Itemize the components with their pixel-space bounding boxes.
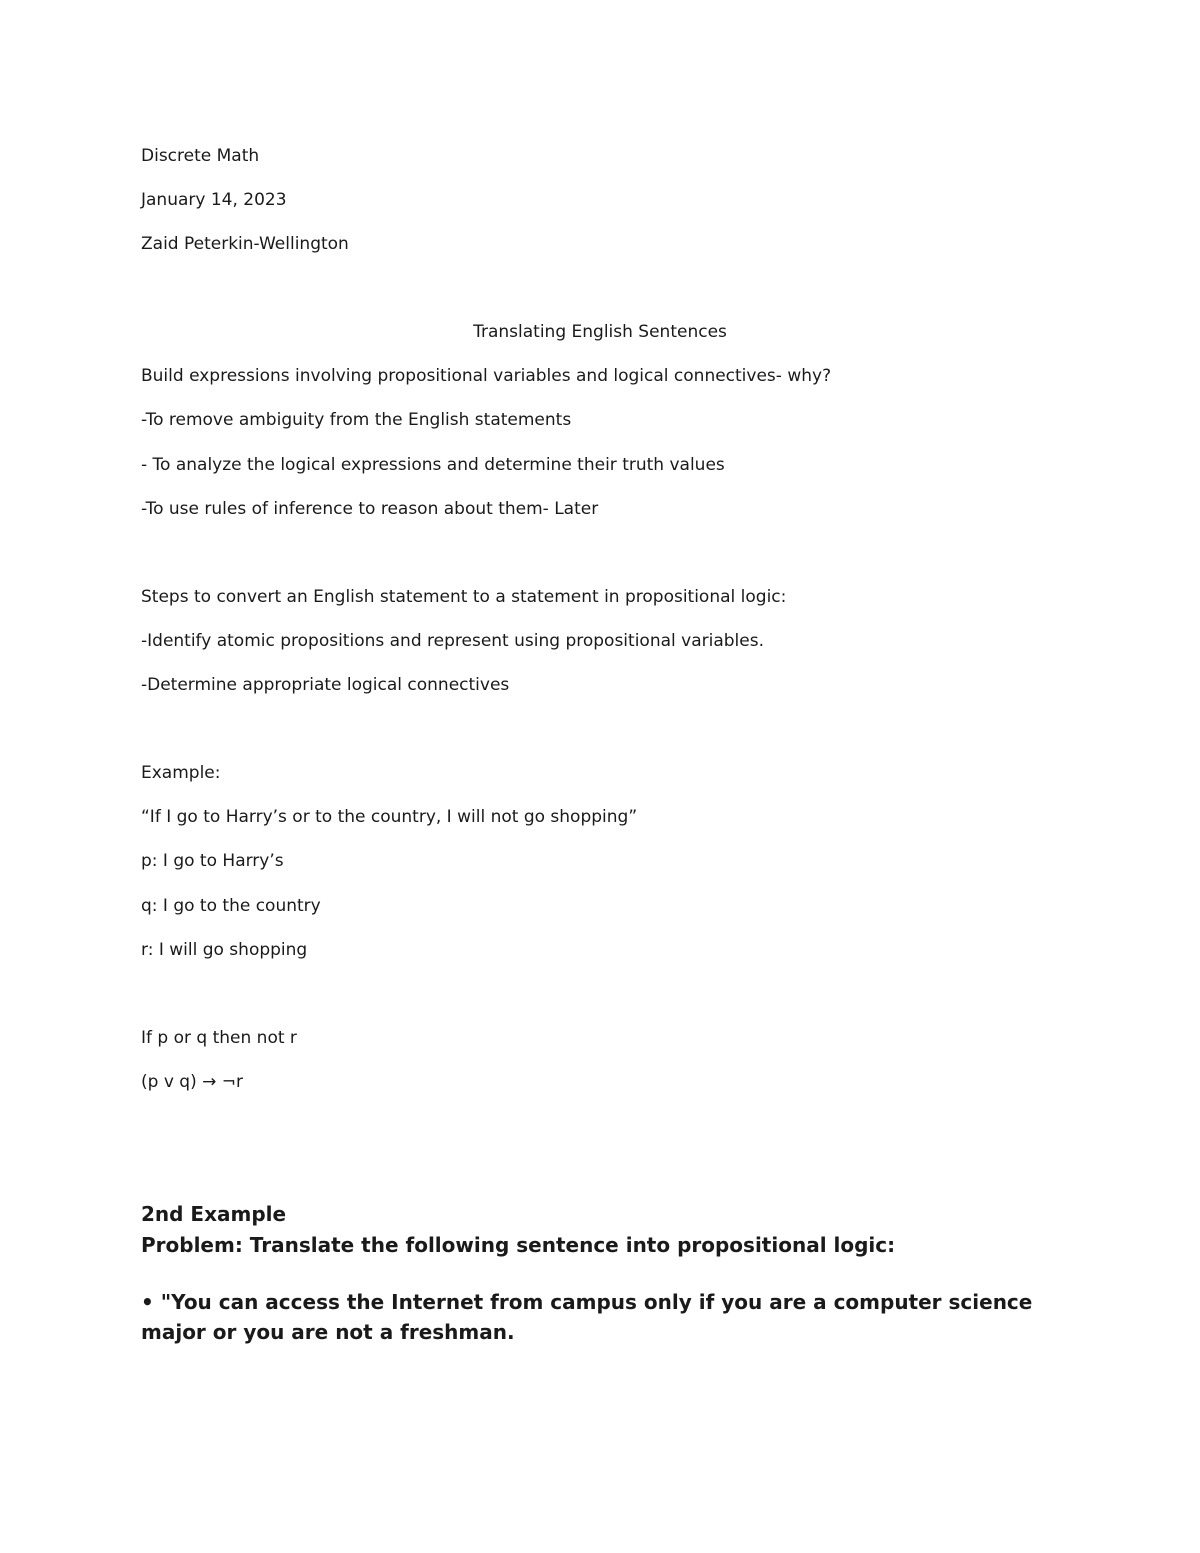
step-item: -Determine appropriate logical connectives <box>141 675 510 695</box>
english-form: If p or q then not r <box>141 1028 297 1048</box>
intro-question: Build expressions involving propositional variables and logical connectives- why? <box>141 366 832 386</box>
problem-bullet: • "You can access the Internet from campus only if you are a computer science major or you are not a freshman. <box>141 1290 1033 1344</box>
author-name: Zaid Peterkin-Wellington <box>141 234 349 254</box>
reason-item: - To analyze the logical expressions and determine their truth values <box>141 455 725 475</box>
steps-heading: Steps to convert an English statement to a statement in propositional logic: <box>141 587 787 607</box>
course-name: Discrete Math <box>141 146 260 166</box>
reason-item: -To use rules of inference to reason about them- Later <box>141 499 599 519</box>
document-title: Translating English Sentences <box>473 322 727 342</box>
second-example-heading: 2nd Example <box>141 1202 287 1226</box>
proposition-definition: p: I go to Harry’s <box>141 851 284 871</box>
logic-form: (p v q) → ¬r <box>141 1072 243 1092</box>
example-label: Example: <box>141 763 221 783</box>
step-item: -Identify atomic propositions and represent using propositional variables. <box>141 631 764 651</box>
document-date: January 14, 2023 <box>141 190 287 210</box>
problem-statement: Problem: Translate the following sentence into propositional logic: <box>141 1233 896 1257</box>
proposition-definition: q: I go to the country <box>141 896 321 916</box>
proposition-definition: r: I will go shopping <box>141 940 308 960</box>
reason-item: -To remove ambiguity from the English statements <box>141 410 572 430</box>
example-sentence: “If I go to Harry’s or to the country, I will not go shopping” <box>141 807 638 827</box>
